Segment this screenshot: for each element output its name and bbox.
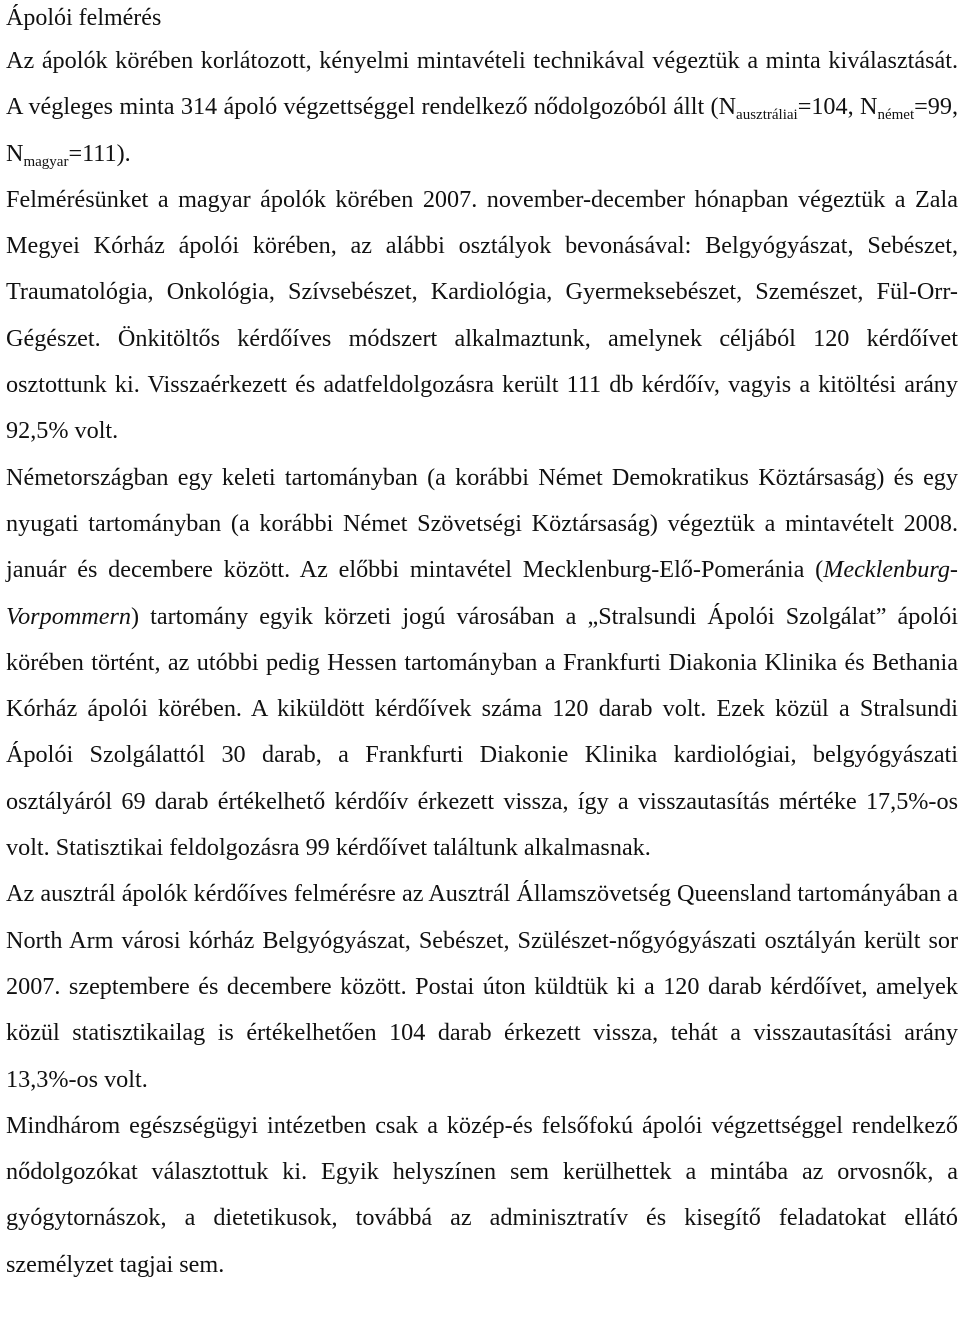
sample-text-3: =99, N (6, 93, 959, 167)
sample-text-4: =111). (68, 139, 131, 167)
sample-text: Az ápolók körében korlátozott, kényelmi mintavételi technikával végeztük a minta kiválasztását. A végleges minta 314 ápoló végzettséggel rendelkező nődolgozóból állt (N (6, 47, 958, 121)
subscript-hungarian: magyar (23, 153, 69, 170)
paragraph-german-survey (6, 455, 958, 872)
subscript-german: német (877, 107, 915, 124)
paragraph-hungarian-survey: Felmérésünket a magyar ápolók körében 2007. november-december hónapban végeztük a Zala Megyei Kórház ápolói körében, az alábbi osztályok bevonásával: Belgyógyászat, Sebészet, Traumatológia, Onkológia, Szívsebészet, Kardiológia, Gyermeksebészet, Szemészet, Fül-Orr-Gégészet. Önkitöltős kérdőíves módszert alkalmaztunk, amelynek céljából 120 kérdőívet osztottunk ki. Visszaérkezett és adatfeldolgozásra került 111 db kérdőív, vagyis a kitöltési arány 92,5% volt. (6, 185, 958, 445)
subscript-australian: ausztráliai (736, 107, 798, 124)
document-page (6, 0, 958, 1288)
paragraph-sample-criteria: Mindhárom egészségügyi intézetben csak a közép-és felsőfokú ápolói végzettséggel rendelkező nődolgozókat választottuk ki. Egyik helyszínen sem kerülhettek a mintába az orvosnők, a gyógytornászok, a dietetikusok, továbbá az adminisztratív és kisegítő feladatokat ellátó személyzet tagjai sem. (6, 1111, 958, 1278)
german-text: Németországban egy keleti tartományban (a korábbi Német Demokratikus Köztársaság) és egy nyugati tartományban (a korábbi Német Szövetségi Köztársaság) végeztük a mintavételt 2008. január és decembere között. Az előbbi mintavétel Mecklenburg-Elő-Pomeránia ( (6, 463, 958, 584)
section-heading: Ápolói felmérés (6, 5, 162, 31)
paragraph-australian-survey: Az ausztrál ápolók kérdőíves felmérésre az Ausztrál Államszövetség Queensland tartományában a North Arm városi kórház Belgyógyászat, Sebészet, Szülészet-nőgyógyászati osztályán került sor 2007. szeptembere és decembere között. Postai úton küldtük ki a 120 darab kérdőívet, amelyek közül statisztikailag is értékelhetően 104 darab érkezett vissza, tehát a visszautasítási arány 13,3%-os volt. (6, 880, 958, 1093)
paragraph-sample-selection (6, 38, 958, 177)
sample-text-2: =104, N (797, 93, 878, 121)
german-text-2: ) tartomány egyik körzeti jogú városában a „Stralsundi Ápolói Szolgálat” ápolói körében történt, az utóbbi pedig Hessen tartományban a Frankfurti Diakonia Klinika és Bethania Kórház ápolói körében. A kiküldött kérdőívek száma 120 darab volt. Ezek közül a Stralsundi Ápolói Szolgálattól 30 darab, a Frankfurti Diakonie Klinika kardiológiai, belgyógyászati osztályáról 69 darab értékelhető kérdőív érkezett vissza, így a visszautasítás mértéke 17,5%-os volt. Statisztikai feldolgozásra 99 kérdőívet találtunk alkalmasnak. (6, 602, 958, 862)
german-italic-region: Mecklenburg-Vorpommern (6, 556, 958, 630)
